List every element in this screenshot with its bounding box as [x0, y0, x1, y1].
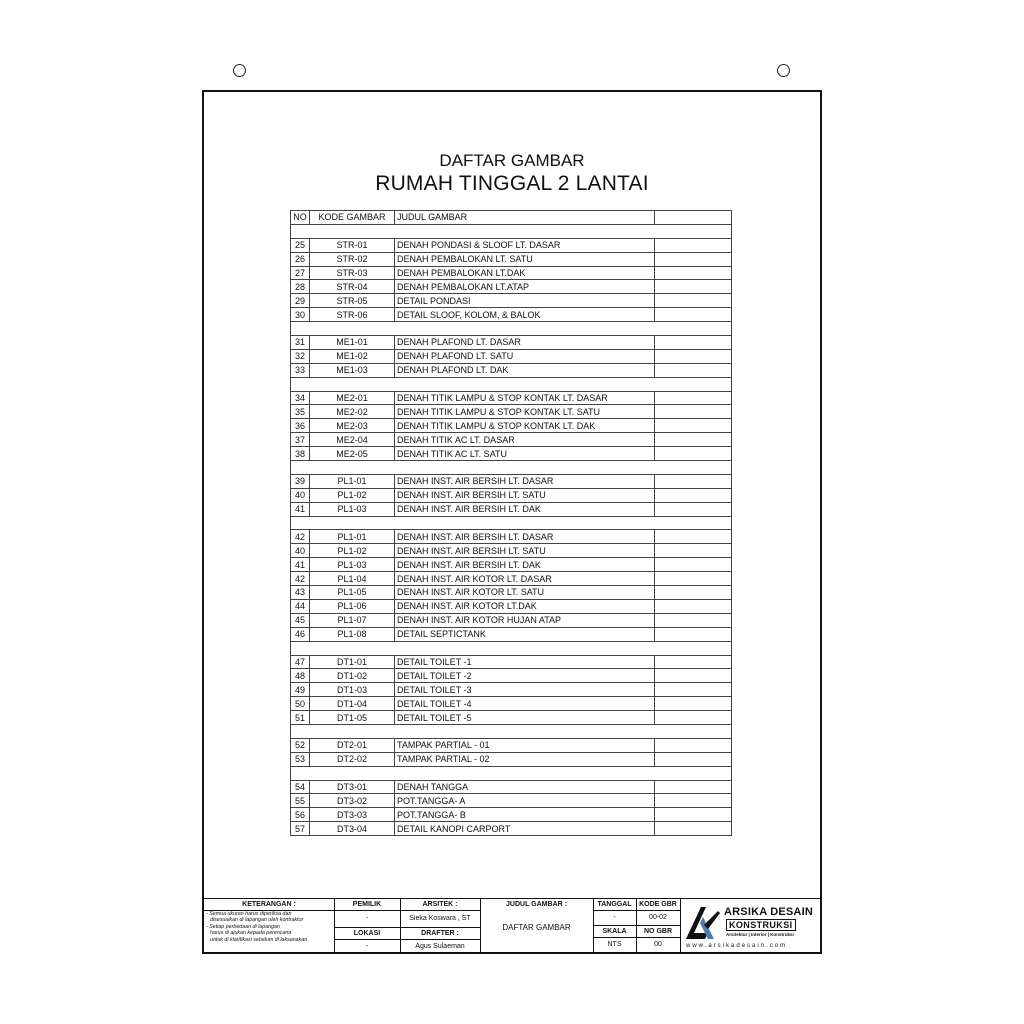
row-number: 54 — [291, 780, 310, 794]
row-extra — [655, 391, 732, 405]
table-row — [291, 794, 732, 808]
binding-hole-left — [233, 64, 246, 77]
row-code: PL1-01 — [310, 474, 395, 488]
tanggal-value: - — [613, 914, 616, 921]
skala-label: SKALA — [593, 925, 636, 938]
row-number: 48 — [291, 669, 310, 683]
row-code: STR-02 — [310, 252, 395, 266]
table-row — [291, 252, 732, 266]
tanggal-label: TANGGAL — [593, 899, 636, 911]
kode-gbr-value: 00-02 — [649, 914, 667, 921]
row-number: 34 — [291, 391, 310, 405]
table-row — [291, 599, 732, 613]
row-extra — [655, 808, 732, 822]
row-number: 25 — [291, 238, 310, 252]
row-number: 46 — [291, 627, 310, 641]
row-code: STR-05 — [310, 294, 395, 308]
row-code — [310, 461, 395, 475]
row-title: DETAIL SLOOF, KOLOM, & BALOK — [395, 308, 655, 322]
table-row — [291, 586, 732, 600]
table-row — [291, 752, 732, 766]
row-extra — [655, 433, 732, 447]
table-row — [291, 433, 732, 447]
table-row — [291, 363, 732, 377]
row-extra — [655, 766, 732, 780]
row-code: ME1-02 — [310, 349, 395, 363]
table-row — [291, 502, 732, 516]
row-code: PL1-08 — [310, 627, 395, 641]
row-number: 53 — [291, 752, 310, 766]
row-code — [310, 224, 395, 238]
row-number: 36 — [291, 419, 310, 433]
table-row — [291, 488, 732, 502]
row-number: 49 — [291, 683, 310, 697]
row-code: PL1-04 — [310, 572, 395, 586]
row-extra — [655, 780, 732, 794]
row-extra — [655, 322, 732, 336]
row-number: 56 — [291, 808, 310, 822]
table-row — [291, 655, 732, 669]
row-number: 42 — [291, 572, 310, 586]
notes-text — [204, 911, 334, 943]
row-title: TAMPAK PARTIAL - 02 — [395, 752, 655, 766]
row-code: ME1-01 — [310, 336, 395, 350]
table-spacer-row — [291, 724, 732, 738]
row-extra — [655, 502, 732, 516]
row-code: ME2-05 — [310, 447, 395, 461]
row-number: 41 — [291, 558, 310, 572]
row-title: DENAH PLAFOND LT. SATU — [395, 349, 655, 363]
row-title: DENAH INST. AIR KOTOR LT.DAK — [395, 599, 655, 613]
table-row — [291, 669, 732, 683]
table-row — [291, 266, 732, 280]
row-code: STR-03 — [310, 266, 395, 280]
row-extra — [655, 586, 732, 600]
table-row — [291, 711, 732, 725]
logo-subname: KONSTRUKSI — [726, 919, 796, 931]
row-extra — [655, 794, 732, 808]
row-extra — [655, 711, 732, 725]
row-title — [395, 224, 655, 238]
no-gbr-label: NO GBR — [636, 925, 680, 938]
row-code: PL1-06 — [310, 599, 395, 613]
row-code — [310, 641, 395, 655]
row-extra — [655, 474, 732, 488]
row-title: DENAH INST. AIR BERSIH LT. SATU — [395, 544, 655, 558]
row-code — [310, 724, 395, 738]
row-title: DENAH PONDASI & SLOOF LT. DASAR — [395, 238, 655, 252]
row-number: 27 — [291, 266, 310, 280]
table-spacer-row — [291, 322, 732, 336]
row-code: STR-04 — [310, 280, 395, 294]
row-number: 52 — [291, 738, 310, 752]
row-number: 32 — [291, 349, 310, 363]
row-extra — [655, 572, 732, 586]
table-spacer-row — [291, 224, 732, 238]
table-row — [291, 280, 732, 294]
row-title: DETAIL TOILET -2 — [395, 669, 655, 683]
row-title: DETAIL TOILET -4 — [395, 697, 655, 711]
table-row — [291, 780, 732, 794]
column-header-judul: JUDUL GAMBAR — [395, 211, 655, 225]
row-number — [291, 224, 310, 238]
row-number: 51 — [291, 711, 310, 725]
row-extra — [655, 516, 732, 530]
arsitek-value: Sieka Koswara , ST — [409, 915, 471, 922]
row-code: STR-01 — [310, 238, 395, 252]
row-title: DENAH INST. AIR KOTOR LT. SATU — [395, 586, 655, 600]
table-spacer-row — [291, 461, 732, 475]
row-code: PL1-02 — [310, 488, 395, 502]
row-title: DENAH TITIK LAMPU & STOP KONTAK LT. DAK — [395, 419, 655, 433]
table-row — [291, 349, 732, 363]
table-row — [291, 627, 732, 641]
row-number — [291, 766, 310, 780]
row-title: DENAH INST. AIR BERSIH LT. DAK — [395, 502, 655, 516]
row-title: DETAIL TOILET -3 — [395, 683, 655, 697]
logo-mark-icon — [684, 903, 722, 943]
table-row — [291, 474, 732, 488]
logo-tagline: Arsitektur | Interior | Konstruksi — [726, 932, 794, 937]
column-header-no: NO — [291, 211, 310, 225]
row-number: 28 — [291, 280, 310, 294]
row-title: DENAH TITIK LAMPU & STOP KONTAK LT. DASAR — [395, 391, 655, 405]
table-row — [291, 391, 732, 405]
table-row — [291, 419, 732, 433]
row-extra — [655, 405, 732, 419]
row-number: 29 — [291, 294, 310, 308]
row-title: DENAH TITIK AC LT. DASAR — [395, 433, 655, 447]
table-spacer-row — [291, 766, 732, 780]
row-title: POT.TANGGA- A — [395, 794, 655, 808]
row-number: 42 — [291, 530, 310, 544]
row-code: PL1-01 — [310, 530, 395, 544]
row-number: 47 — [291, 655, 310, 669]
row-title: DETAIL KANOPI CARPORT — [395, 822, 655, 836]
pemilik-label: PEMILIK — [334, 899, 400, 911]
judul-gambar-value: DAFTAR GAMBAR — [502, 923, 571, 932]
row-number: 55 — [291, 794, 310, 808]
row-extra — [655, 377, 732, 391]
row-title: DETAIL PONDASI — [395, 294, 655, 308]
row-code: DT1-02 — [310, 669, 395, 683]
table-row — [291, 613, 732, 627]
table-row — [291, 447, 732, 461]
row-code: DT1-04 — [310, 697, 395, 711]
row-title: DENAH TITIK LAMPU & STOP KONTAK LT. SATU — [395, 405, 655, 419]
row-code: STR-06 — [310, 308, 395, 322]
row-extra — [655, 641, 732, 655]
row-title: DETAIL TOILET -1 — [395, 655, 655, 669]
row-code: DT1-05 — [310, 711, 395, 725]
row-extra — [655, 669, 732, 683]
table-row — [291, 808, 732, 822]
row-extra — [655, 419, 732, 433]
row-title: DETAIL TOILET -5 — [395, 711, 655, 725]
row-title: DENAH INST. AIR BERSIH LT. DAK — [395, 558, 655, 572]
row-number: 30 — [291, 308, 310, 322]
note-line: disesuaikan di lapangan oleh kontraktor — [210, 917, 304, 924]
judul-gambar-label: JUDUL GAMBAR : — [506, 901, 567, 908]
table-row — [291, 738, 732, 752]
row-code: ME2-01 — [310, 391, 395, 405]
row-extra — [655, 336, 732, 350]
table-row — [291, 308, 732, 322]
row-number — [291, 377, 310, 391]
row-code: PL1-03 — [310, 502, 395, 516]
drawing-sheet — [202, 90, 822, 954]
row-code: PL1-02 — [310, 544, 395, 558]
note-line: harus di ajukan kepada perencana — [210, 930, 292, 937]
row-code: PL1-03 — [310, 558, 395, 572]
row-extra — [655, 266, 732, 280]
lokasi-label: LOKASI — [334, 927, 400, 940]
row-extra — [655, 238, 732, 252]
table-row — [291, 572, 732, 586]
row-title: DENAH INST. AIR BERSIH LT. DASAR — [395, 530, 655, 544]
row-code: ME2-02 — [310, 405, 395, 419]
row-extra — [655, 308, 732, 322]
arsitek-label: ARSITEK : — [400, 899, 480, 911]
row-code: DT2-02 — [310, 752, 395, 766]
row-number: 31 — [291, 336, 310, 350]
row-code: PL1-07 — [310, 613, 395, 627]
row-code: DT3-04 — [310, 822, 395, 836]
row-extra — [655, 294, 732, 308]
row-number: 57 — [291, 822, 310, 836]
row-title: DENAH INST. AIR BERSIH LT. DASAR — [395, 474, 655, 488]
row-extra — [655, 724, 732, 738]
row-title: DENAH PLAFOND LT. DASAR — [395, 336, 655, 350]
row-extra — [655, 252, 732, 266]
row-number: 26 — [291, 252, 310, 266]
row-title — [395, 766, 655, 780]
row-number: 45 — [291, 613, 310, 627]
table-row — [291, 336, 732, 350]
logo-name: ARSIKA DESAIN — [724, 906, 813, 918]
row-number: 35 — [291, 405, 310, 419]
row-number: 40 — [291, 544, 310, 558]
drawing-list-body — [291, 224, 732, 835]
row-number: 40 — [291, 488, 310, 502]
row-extra — [655, 752, 732, 766]
row-extra — [655, 280, 732, 294]
table-row — [291, 683, 732, 697]
row-number — [291, 641, 310, 655]
row-title — [395, 641, 655, 655]
no-gbr-value: 00 — [654, 941, 662, 948]
row-extra — [655, 738, 732, 752]
table-row — [291, 822, 732, 836]
table-spacer-row — [291, 377, 732, 391]
lokasi-value: - — [365, 943, 369, 950]
row-title: DENAH PEMBALOKAN LT.ATAP — [395, 280, 655, 294]
row-number: 50 — [291, 697, 310, 711]
row-title — [395, 724, 655, 738]
table-row — [291, 405, 732, 419]
document-title: DAFTAR GAMBAR — [439, 151, 585, 170]
row-title: DENAH INST. AIR KOTOR LT. DASAR — [395, 572, 655, 586]
row-code — [310, 766, 395, 780]
binding-hole-right — [777, 64, 790, 77]
row-title — [395, 516, 655, 530]
row-extra — [655, 544, 732, 558]
row-number: 38 — [291, 447, 310, 461]
row-code: DT2-01 — [310, 738, 395, 752]
title-block — [204, 898, 820, 953]
table-header-row — [291, 211, 732, 225]
row-number — [291, 461, 310, 475]
row-number: 39 — [291, 474, 310, 488]
row-code: PL1-05 — [310, 586, 395, 600]
row-extra — [655, 697, 732, 711]
row-code: DT3-01 — [310, 780, 395, 794]
row-code — [310, 377, 395, 391]
row-title — [395, 461, 655, 475]
row-title: POT.TANGGA- B — [395, 808, 655, 822]
row-extra — [655, 599, 732, 613]
column-header-kode: KODE GAMBAR — [310, 211, 395, 225]
row-number — [291, 516, 310, 530]
row-number: 41 — [291, 502, 310, 516]
row-title — [395, 377, 655, 391]
row-code: DT3-02 — [310, 794, 395, 808]
note-line: - Setiap perbedaan di lapangan — [206, 923, 280, 930]
row-extra — [655, 627, 732, 641]
table-row — [291, 238, 732, 252]
table-row — [291, 294, 732, 308]
row-extra — [655, 349, 732, 363]
row-code: DT3-03 — [310, 808, 395, 822]
row-title: DENAH TITIK AC LT. SATU — [395, 447, 655, 461]
note-line: untuk di klarifikasi sebelum di laksanakan — [210, 936, 308, 943]
row-title: DENAH PEMBALOKAN LT. SATU — [395, 252, 655, 266]
skala-value: NTS — [607, 941, 622, 948]
table-spacer-row — [291, 641, 732, 655]
row-number — [291, 724, 310, 738]
row-code: ME2-04 — [310, 433, 395, 447]
row-code — [310, 322, 395, 336]
keterangan-label: KETERANGAN : — [204, 899, 334, 911]
row-title: DETAIL SEPTICTANK — [395, 627, 655, 641]
row-extra — [655, 683, 732, 697]
row-title: DENAH INST. AIR KOTOR HUJAN ATAP — [395, 613, 655, 627]
logo-website: www.arsikadesain.com — [686, 943, 788, 949]
row-code — [310, 516, 395, 530]
kode-gbr-label: KODE GBR — [636, 899, 680, 911]
row-number: 37 — [291, 433, 310, 447]
row-number — [291, 322, 310, 336]
table-row — [291, 697, 732, 711]
company-logo — [680, 899, 820, 953]
row-code: DT1-01 — [310, 655, 395, 669]
row-extra — [655, 530, 732, 544]
row-code: ME1-03 — [310, 363, 395, 377]
table-row — [291, 530, 732, 544]
table-row — [291, 558, 732, 572]
row-title: TAMPAK PARTIAL - 01 — [395, 738, 655, 752]
column-header-extra — [655, 211, 732, 225]
table-row — [291, 544, 732, 558]
row-title: DENAH INST. AIR BERSIH LT. SATU — [395, 488, 655, 502]
row-extra — [655, 488, 732, 502]
drafter-label: DRAFTER : — [400, 927, 480, 940]
row-extra — [655, 558, 732, 572]
row-title: DENAH TANGGA — [395, 780, 655, 794]
pemilik-value: - — [365, 915, 369, 922]
drafter-value: Agus Sulaeman — [415, 943, 465, 950]
row-extra — [655, 461, 732, 475]
row-number: 33 — [291, 363, 310, 377]
row-extra — [655, 447, 732, 461]
row-title — [395, 322, 655, 336]
row-extra — [655, 363, 732, 377]
note-line: - Semua ukuran harus diperiksa dan — [206, 911, 292, 917]
row-title: DENAH PEMBALOKAN LT.DAK — [395, 266, 655, 280]
row-title: DENAH PLAFOND LT. DAK — [395, 363, 655, 377]
row-code: DT1-03 — [310, 683, 395, 697]
row-number: 44 — [291, 599, 310, 613]
row-extra — [655, 822, 732, 836]
table-spacer-row — [291, 516, 732, 530]
row-code: ME2-03 — [310, 419, 395, 433]
row-extra — [655, 655, 732, 669]
row-extra — [655, 224, 732, 238]
drawing-list-table — [290, 210, 732, 836]
row-extra — [655, 613, 732, 627]
row-number: 43 — [291, 586, 310, 600]
document-subtitle: RUMAH TINGGAL 2 LANTAI — [375, 172, 649, 195]
